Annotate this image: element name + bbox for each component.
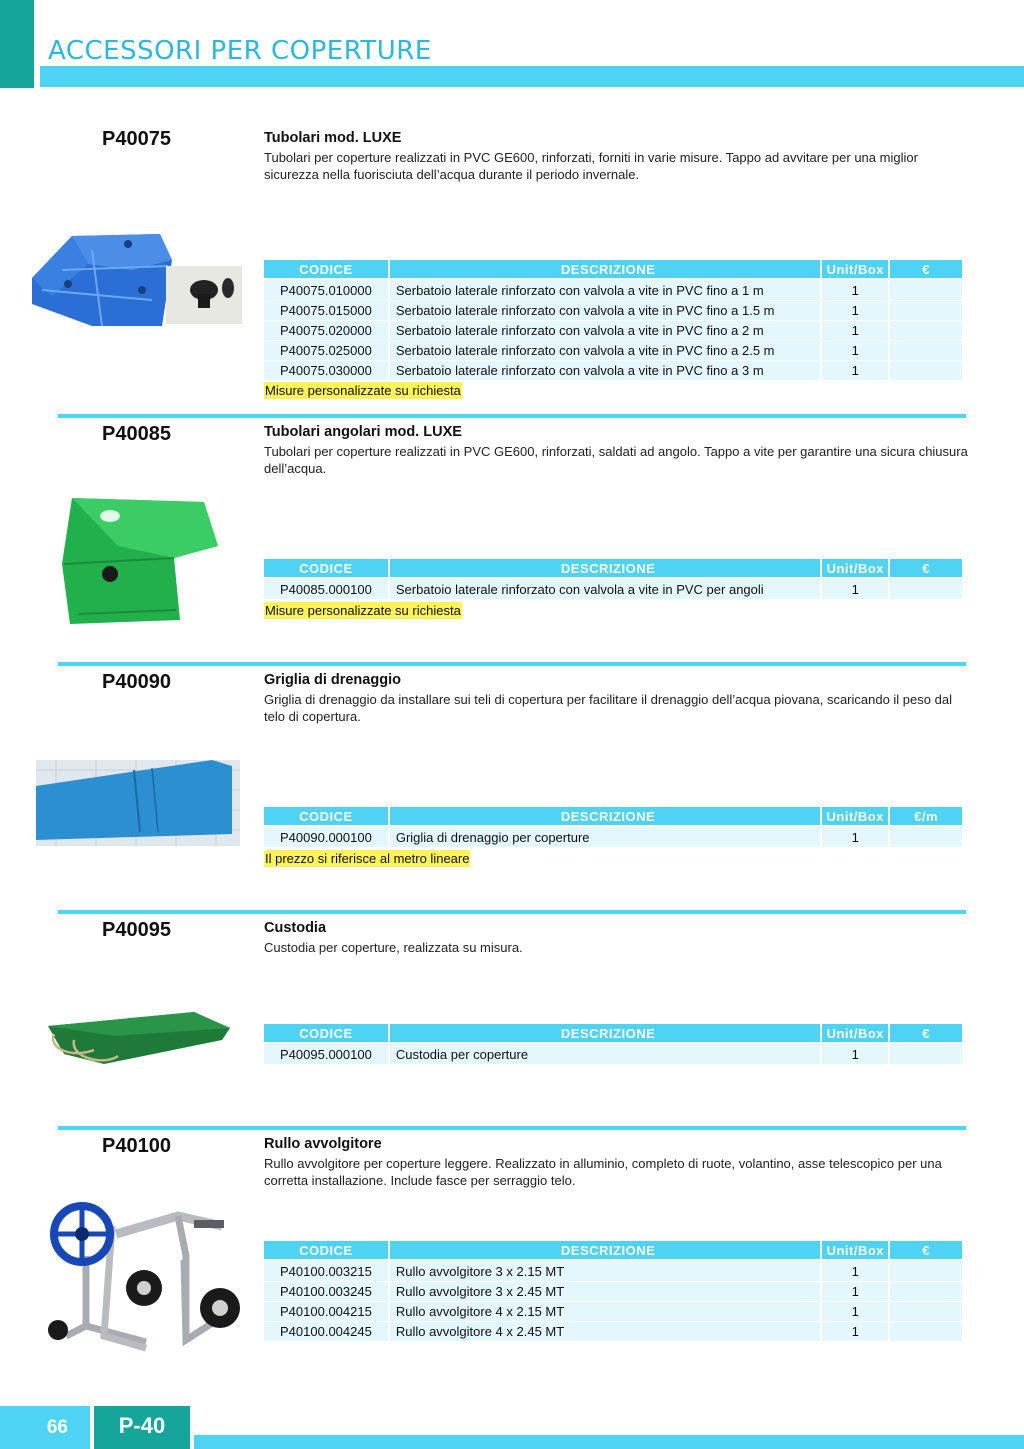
page-title: ACCESSORI PER COPERTURE xyxy=(48,36,432,66)
row-code: P40075.025000 xyxy=(264,340,388,360)
product-code: P40100 xyxy=(102,1135,171,1157)
row-unit: 1 xyxy=(822,280,888,300)
col-header-code: CODICE xyxy=(264,1024,388,1044)
row-unit: 1 xyxy=(822,827,888,847)
col-header-description: DESCRIZIONE xyxy=(390,559,820,579)
row-price xyxy=(890,300,962,320)
product-code: P40090 xyxy=(102,671,171,693)
row-description: Custodia per coperture xyxy=(390,1044,820,1064)
table-row xyxy=(264,1261,962,1281)
product-description: Tubolari per coperture realizzati in PVC GE600, rinforzati, saldati ad angolo. Tappo a vite per garantire una sicura chiusura dell’acqua. xyxy=(264,444,968,476)
row-price xyxy=(890,340,962,360)
row-description: Serbatoio laterale rinforzato con valvola a vite in PVC fino a 3 m xyxy=(390,360,820,380)
row-description: Rullo avvolgitore 4 x 2.15 MT xyxy=(390,1301,820,1321)
table-row xyxy=(264,1301,962,1321)
table-row xyxy=(264,340,962,360)
row-price xyxy=(890,320,962,340)
table-row xyxy=(264,579,962,599)
product-description: Griglia di drenaggio da installare sui teli di copertura per facilitare il drenaggio dell’acqua piovana, scaricando il peso dal telo di copertura. xyxy=(264,692,952,724)
col-header-description: DESCRIZIONE xyxy=(390,1024,820,1044)
col-header-description: DESCRIZIONE xyxy=(390,260,820,280)
col-header-code: CODICE xyxy=(264,559,388,579)
header-bar xyxy=(40,66,1024,87)
section-divider xyxy=(58,910,966,914)
col-header-unit: Unit/Box xyxy=(822,807,888,827)
row-description: Serbatoio laterale rinforzato con valvola a vite in PVC fino a 1.5 m xyxy=(390,300,820,320)
row-code: P40075.030000 xyxy=(264,360,388,380)
col-header-price: € xyxy=(890,559,962,579)
row-description: Serbatoio laterale rinforzato con valvola a vite in PVC fino a 1 m xyxy=(390,280,820,300)
row-code: P40075.010000 xyxy=(264,280,388,300)
product-table xyxy=(262,1241,964,1341)
cover-bag-image xyxy=(44,1006,232,1072)
col-header-price: €/m xyxy=(890,807,962,827)
col-header-price: € xyxy=(890,1241,962,1261)
col-header-price: € xyxy=(890,260,962,280)
footer-bar xyxy=(194,1435,1024,1449)
row-price xyxy=(890,827,962,847)
row-unit: 1 xyxy=(822,1044,888,1064)
section-label: P-40 xyxy=(94,1406,190,1449)
section-divider xyxy=(58,414,966,418)
page-number: 66 xyxy=(0,1406,90,1449)
row-unit: 1 xyxy=(822,579,888,599)
product-title: Griglia di drenaggio xyxy=(264,672,401,688)
cover-reel-image xyxy=(46,1186,246,1362)
row-unit: 1 xyxy=(822,1281,888,1301)
table-row xyxy=(264,1044,962,1064)
row-description: Serbatoio laterale rinforzato con valvola a vite in PVC per angoli xyxy=(390,579,820,599)
row-unit: 1 xyxy=(822,360,888,380)
col-header-description: DESCRIZIONE xyxy=(390,1241,820,1261)
row-unit: 1 xyxy=(822,1301,888,1321)
col-header-code: CODICE xyxy=(264,1241,388,1261)
row-description: Serbatoio laterale rinforzato con valvola a vite in PVC fino a 2.5 m xyxy=(390,340,820,360)
row-code: P40095.000100 xyxy=(264,1044,388,1064)
header-teal-block xyxy=(0,0,34,88)
section-divider xyxy=(58,662,966,666)
row-description: Rullo avvolgitore 4 x 2.45 MT xyxy=(390,1321,820,1341)
product-code: P40085 xyxy=(102,423,171,445)
product-note: Il prezzo si riferisce al metro lineare xyxy=(265,851,470,866)
row-price xyxy=(890,1261,962,1281)
product-table xyxy=(262,1024,964,1064)
col-header-unit: Unit/Box xyxy=(822,559,888,579)
product-note: Misure personalizzate su richiesta xyxy=(265,383,461,398)
row-code: P40100.004215 xyxy=(264,1301,388,1321)
col-header-code: CODICE xyxy=(264,260,388,280)
blue-tube-cover-image xyxy=(32,230,172,330)
table-row xyxy=(264,1281,962,1301)
product-code: P40075 xyxy=(102,128,171,150)
product-table xyxy=(262,807,964,847)
valve-cap-image xyxy=(166,266,242,324)
col-header-code: CODICE xyxy=(264,807,388,827)
section-divider xyxy=(58,1126,966,1130)
col-header-unit: Unit/Box xyxy=(822,1241,888,1261)
product-table xyxy=(262,260,964,380)
col-header-unit: Unit/Box xyxy=(822,1024,888,1044)
product-code: P40095 xyxy=(102,919,171,941)
row-description: Rullo avvolgitore 3 x 2.45 MT xyxy=(390,1281,820,1301)
product-note: Misure personalizzate su richiesta xyxy=(265,603,461,618)
row-unit: 1 xyxy=(822,340,888,360)
row-code: P40075.020000 xyxy=(264,320,388,340)
table-row xyxy=(264,360,962,380)
row-price xyxy=(890,1281,962,1301)
row-price xyxy=(890,579,962,599)
row-code: P40100.004245 xyxy=(264,1321,388,1341)
product-table xyxy=(262,559,964,599)
product-title: Tubolari mod. LUXE xyxy=(264,130,402,146)
product-description: Tubolari per coperture realizzati in PVC GE600, rinforzati, forniti in varie misure. Tappo ad avvitare per una miglior sicurezza nella fuorisciuta dell’acqua durante il periodo invernale. xyxy=(264,150,918,182)
row-code: P40090.000100 xyxy=(264,827,388,847)
table-row xyxy=(264,1321,962,1341)
row-unit: 1 xyxy=(822,1321,888,1341)
row-code: P40100.003215 xyxy=(264,1261,388,1281)
table-row xyxy=(264,280,962,300)
table-row xyxy=(264,827,962,847)
product-title: Custodia xyxy=(264,920,327,936)
col-header-unit: Unit/Box xyxy=(822,260,888,280)
row-price xyxy=(890,1301,962,1321)
col-header-description: DESCRIZIONE xyxy=(390,807,820,827)
product-title: Tubolari angolari mod. LUXE xyxy=(264,424,462,440)
table-row xyxy=(264,300,962,320)
row-description: Serbatoio laterale rinforzato con valvola a vite in PVC fino a 2 m xyxy=(390,320,820,340)
row-price xyxy=(890,280,962,300)
col-header-price: € xyxy=(890,1024,962,1044)
row-price xyxy=(890,1321,962,1341)
row-price xyxy=(890,1044,962,1064)
row-price xyxy=(890,360,962,380)
product-title: Rullo avvolgitore xyxy=(264,1136,382,1152)
row-description: Griglia di drenaggio per coperture xyxy=(390,827,820,847)
row-code: P40075.015000 xyxy=(264,300,388,320)
product-description: Rullo avvolgitore per coperture leggere. Realizzato in alluminio, completo di ruote, volantino, asse telescopico per una corretta installazione. Include fasce per serraggio telo. xyxy=(264,1156,942,1188)
row-unit: 1 xyxy=(822,320,888,340)
table-row xyxy=(264,320,962,340)
row-code: P40085.000100 xyxy=(264,579,388,599)
row-unit: 1 xyxy=(822,300,888,320)
product-description: Custodia per coperture, realizzata su misura. xyxy=(264,940,523,955)
row-unit: 1 xyxy=(822,1261,888,1281)
row-description: Rullo avvolgitore 3 x 2.15 MT xyxy=(390,1261,820,1281)
green-corner-tube-image xyxy=(58,494,222,630)
drainage-grid-image xyxy=(36,760,240,846)
row-code: P40100.003245 xyxy=(264,1281,388,1301)
